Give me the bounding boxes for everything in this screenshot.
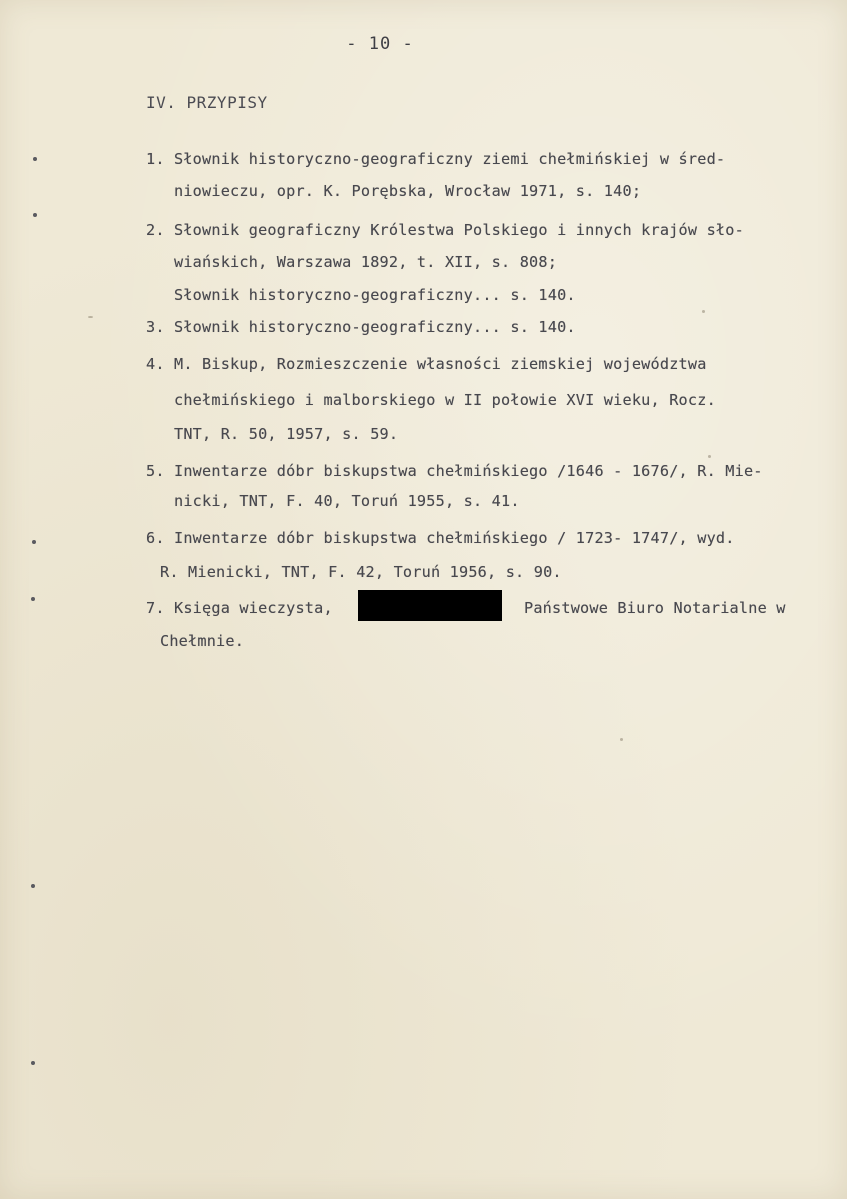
footnote-4-line-1 xyxy=(146,355,707,373)
paper-speck xyxy=(708,455,711,458)
footnote-7-text: Księga wieczysta, xyxy=(174,599,333,617)
footnote-5-text: Inwentarze dóbr biskupstwa chełmińskiego /1646 - 1676/, R. Mie- xyxy=(174,462,763,480)
footnote-1-number: 1. xyxy=(146,150,165,168)
margin-mark xyxy=(31,597,35,601)
footnote-3-number: 3. xyxy=(146,318,165,336)
margin-mark xyxy=(33,213,37,217)
footnote-4-number: 4. xyxy=(146,355,165,373)
footnote-2-line-3: Słownik historyczno-geograficzny... s. 140. xyxy=(174,286,576,304)
paper-speck xyxy=(620,738,623,741)
footnote-7-line-1-continued: Państwowe Biuro Notarialne w xyxy=(524,599,786,617)
footnote-7-line-2: Chełmnie. xyxy=(160,632,245,650)
footnote-4-line-2: chełmińskiego i malborskiego w II połowie XVI wieku, Rocz. xyxy=(174,391,716,409)
redaction-block xyxy=(358,590,502,621)
footnote-3-text: Słownik historyczno-geograficzny... s. 140. xyxy=(174,318,576,336)
section-heading: IV. PRZYPISY xyxy=(146,93,268,112)
footnote-2-number: 2. xyxy=(146,221,165,239)
footnote-2-line-1 xyxy=(146,221,744,239)
footnote-1-line-2: niowieczu, opr. K. Porębska, Wrocław 1971, s. 140; xyxy=(174,182,642,200)
footnote-6-number: 6. xyxy=(146,529,165,547)
footnote-5-line-1 xyxy=(146,462,763,480)
footnote-6-text: Inwentarze dóbr biskupstwa chełmińskiego / 1723- 1747/, wyd. xyxy=(174,529,735,547)
paper-speck xyxy=(702,310,705,313)
margin-mark xyxy=(32,540,36,544)
footnote-2-line-2: wiańskich, Warszawa 1892, t. XII, s. 808; xyxy=(174,253,558,271)
margin-mark xyxy=(33,157,37,161)
footnote-7-line-1 xyxy=(146,599,333,617)
footnote-5-number: 5. xyxy=(146,462,165,480)
footnote-4-line-3: TNT, R. 50, 1957, s. 59. xyxy=(174,425,399,443)
margin-mark xyxy=(31,1061,35,1065)
footnote-7-number: 7. xyxy=(146,599,165,617)
margin-mark xyxy=(31,884,35,888)
footnote-1-line-1 xyxy=(146,150,725,168)
footnote-3-line-1 xyxy=(146,318,576,336)
page-number: - 10 - xyxy=(346,34,414,54)
footnote-6-line-1 xyxy=(146,529,735,547)
footnote-5-line-2: nicki, TNT, F. 40, Toruń 1955, s. 41. xyxy=(174,492,520,510)
footnote-1-text: Słownik historyczno-geograficzny ziemi chełmińskiej w śred- xyxy=(174,150,726,168)
paper-speck xyxy=(88,316,93,318)
footnote-2-text: Słownik geograficzny Królestwa Polskiego i innych krajów sło- xyxy=(174,221,744,239)
footnote-6-line-2: R. Mienicki, TNT, F. 42, Toruń 1956, s. 90. xyxy=(160,563,562,581)
footnote-4-text: M. Biskup, Rozmieszczenie własności ziemskiej województwa xyxy=(174,355,707,373)
